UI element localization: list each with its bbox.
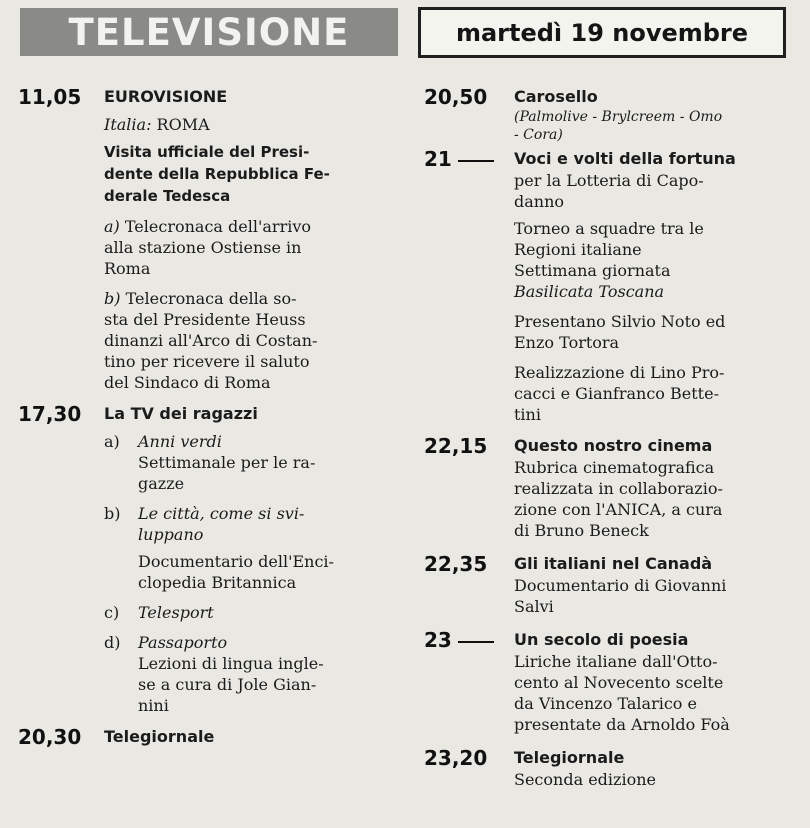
sub-title: Anni verdi <box>138 432 222 451</box>
text-line: Settimanale per le ra- <box>138 453 316 472</box>
program-title: EUROVISIONE <box>104 87 228 106</box>
text-line: Lezioni di lingua ingle- <box>138 654 324 673</box>
text-line: alla stazione Ostiense in <box>104 238 302 257</box>
program-entry <box>424 629 800 735</box>
program-entry <box>424 86 800 144</box>
sub-title: Le città, come si svi- <box>138 504 305 523</box>
text-line: dinanzi all'Arco di Costan- <box>104 331 318 350</box>
program-time: 21 <box>424 147 452 171</box>
desc-line: dente della Repubblica Fe- <box>104 165 330 183</box>
program-time: 23,20 <box>424 746 488 770</box>
program-entry <box>424 148 800 425</box>
program-time: 20,50 <box>424 85 488 109</box>
text-line: Salvi <box>514 597 554 616</box>
text-line: clopedia Britannica <box>138 573 297 592</box>
text-line: Telecronaca dell'arrivo <box>124 217 311 236</box>
desc-line: derale Tedesca <box>104 187 231 205</box>
program-title: Telegiornale <box>514 748 625 767</box>
text-line: Rubrica cinematografica <box>514 458 715 477</box>
sub-label: c) <box>104 603 120 622</box>
program-time: 11,05 <box>18 85 82 109</box>
text-line: sta del Presidente Heuss <box>104 310 306 329</box>
program-entry <box>424 435 800 541</box>
text-line: presentate da Arnoldo Foà <box>514 715 730 734</box>
text-line: Regioni italiane <box>514 240 642 259</box>
right-column <box>424 86 800 790</box>
sub-label: a) <box>104 217 120 236</box>
sub-label: d) <box>104 633 121 652</box>
program-title: Voci e volti della fortuna <box>514 149 736 168</box>
text-line: Realizzazione di Lino Pro- <box>514 363 725 382</box>
program-title: Questo nostro cinema <box>514 436 713 455</box>
left-column <box>18 86 390 748</box>
sub-label: b) <box>104 504 121 523</box>
text-line: realizzata in collaborazio- <box>514 479 723 498</box>
program-time: 20,30 <box>18 725 82 749</box>
program-entry <box>18 403 390 716</box>
place-label: Italia: <box>104 115 152 134</box>
section-header-band <box>20 8 398 56</box>
sub-item-b <box>104 503 390 524</box>
time-dash <box>458 160 494 162</box>
sub-item-a <box>104 216 390 279</box>
text-line: per la Lotteria di Capo- <box>514 171 704 190</box>
text-line: Presentano Silvio Noto ed <box>514 312 726 331</box>
program-title: La TV dei ragazzi <box>104 404 258 423</box>
sponsor-line: - Cora) <box>514 127 563 143</box>
program-entry <box>18 86 390 393</box>
text-line: da Vincenzo Talarico e <box>514 694 697 713</box>
program-time: 22,15 <box>424 434 488 458</box>
sub-label: a) <box>104 432 120 451</box>
text-line: Torneo a squadre tra le <box>514 219 704 238</box>
program-entry <box>18 726 390 748</box>
sub-title: luppano <box>138 525 204 544</box>
text-line: Roma <box>104 259 151 278</box>
text-line: nini <box>138 696 169 715</box>
program-title: Gli italiani nel Canadà <box>514 554 713 573</box>
text-line: Liriche italiane dall'Otto- <box>514 652 718 671</box>
sub-title: Passaporto <box>138 633 228 652</box>
text-line: Documentario di Giovanni <box>514 576 727 595</box>
text-line: tino per ricevere il saluto <box>104 352 310 371</box>
sub-label: b) <box>104 289 121 308</box>
sponsor-line: (Palmolive - Brylcreem - Omo <box>514 109 723 125</box>
program-time: 23 <box>424 628 452 652</box>
text-line: gazze <box>138 474 185 493</box>
text-line: Enzo Tortora <box>514 333 620 352</box>
sub-item-a <box>104 431 390 452</box>
text-line: cacci e Gianfranco Bette- <box>514 384 719 403</box>
text-line: Telecronaca della so- <box>125 289 297 308</box>
program-time: 17,30 <box>18 402 82 426</box>
text-line: Basilicata Toscana <box>514 282 665 301</box>
sub-item-b <box>104 288 390 393</box>
text-line: tini <box>514 405 541 424</box>
sub-title: Telesport <box>138 603 214 622</box>
desc-line: Visita ufficiale del Presi- <box>104 143 310 161</box>
program-entry <box>424 553 800 617</box>
program-entry <box>424 747 800 790</box>
text-line: danno <box>514 192 565 211</box>
text-line: se a cura di Jole Gian- <box>138 675 317 694</box>
program-title: Telegiornale <box>104 727 215 746</box>
text-line: Seconda edizione <box>514 770 656 789</box>
text-line: Settimana giornata <box>514 261 671 280</box>
program-time: 22,35 <box>424 552 488 576</box>
sub-item-c <box>104 602 390 623</box>
text-line: cento al Novecento scelte <box>514 673 724 692</box>
program-title: Un secolo di poesia <box>514 630 689 649</box>
program-title: Carosello <box>514 87 598 106</box>
program-description <box>104 141 390 207</box>
text-line: zione con l'ANICA, a cura <box>514 500 723 519</box>
time-dash <box>458 641 494 643</box>
sub-item-d <box>104 632 390 653</box>
text-line: di Bruno Beneck <box>514 521 649 540</box>
text-line: Documentario dell'Enci- <box>138 552 334 571</box>
section-title: TELEVISIONE <box>68 10 350 54</box>
date-box: martedì 19 novembre <box>418 7 786 58</box>
place-name: ROMA <box>156 115 210 134</box>
text-line: del Sindaco di Roma <box>104 373 271 392</box>
